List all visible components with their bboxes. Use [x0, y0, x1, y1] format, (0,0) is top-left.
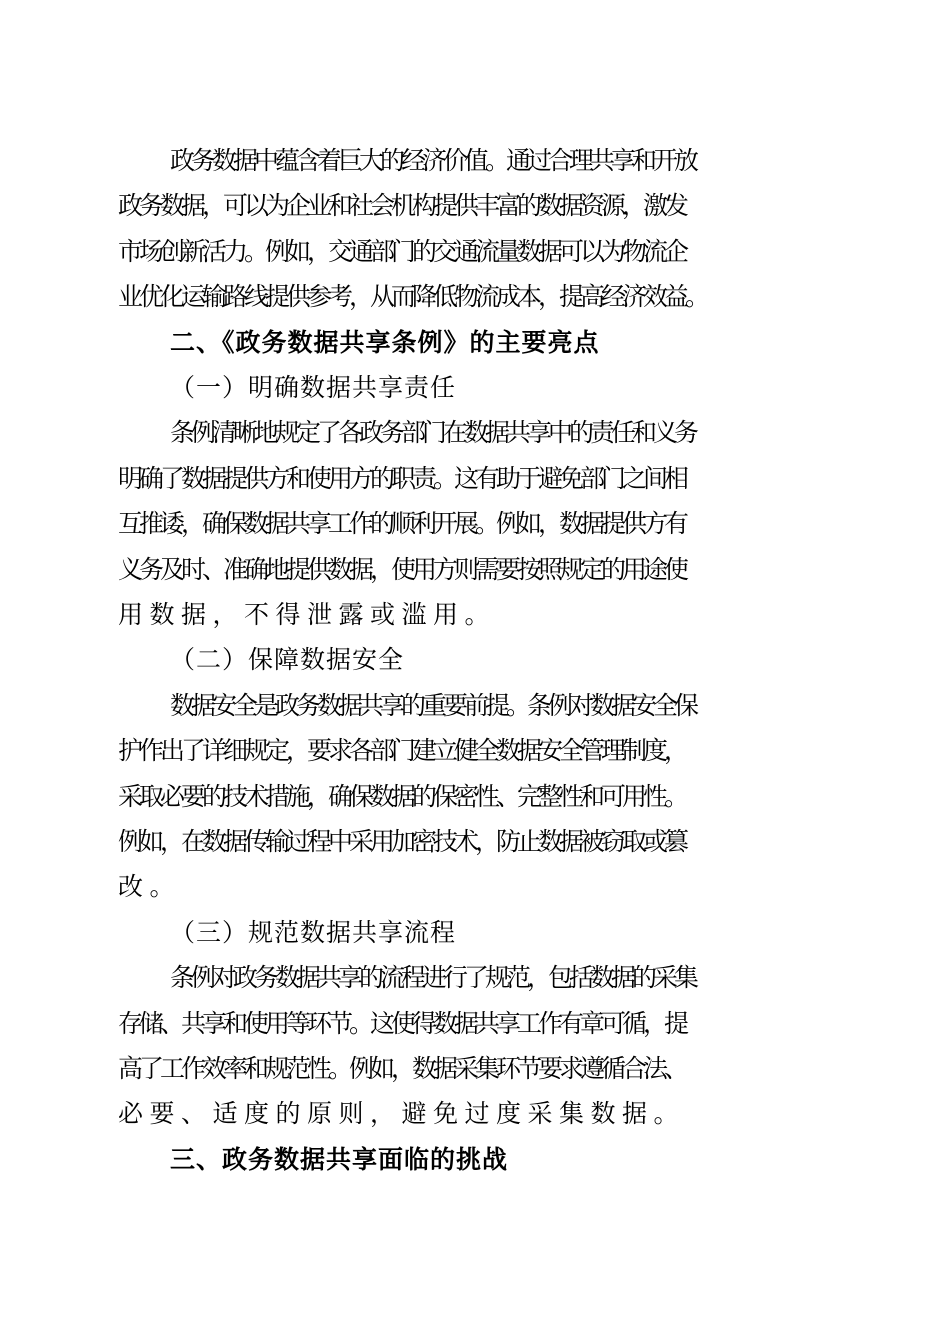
paragraph-line: 明确了数据提供方和使用方的职责。这有助于避免部门之间相	[118, 463, 686, 493]
paragraph-line: 护作出了详细规定，要求各部门建立健全数据安全管理制度，	[118, 736, 686, 766]
section-heading: 二、《政务数据共享条例》的主要亮点	[170, 327, 600, 357]
paragraph-line: 条例清晰地规定了各政务部门在数据共享中的责任和义务	[170, 418, 696, 448]
paragraph-line: 例如，在数据传输过程中采用加密技术，防止数据被窃取或篡	[118, 827, 686, 856]
paragraph-line: 市场创新活力。例如，交通部门的交通流量数据可以为物流企	[118, 236, 686, 266]
subsection-heading: （一）明确数据共享责任	[170, 373, 457, 402]
paragraph-line: 业优化运输路线提供参考，从而降低物流成本，提高经济效益。	[118, 282, 707, 312]
paragraph-line: 互推诿，确保数据共享工作的顺利开展。例如，数据提供方有	[118, 509, 686, 539]
paragraph-line: 高了工作效率和规范性。例如，数据采集环节要求遵循合法、	[118, 1054, 686, 1083]
subsection-heading: （三）规范数据共享流程	[170, 917, 457, 947]
paragraph-line: 用数据，不得泄露或滥用。	[118, 600, 497, 629]
paragraph-line: 数据安全是政务数据共享的重要前提。条例对数据安全保	[170, 690, 696, 720]
paragraph-line: 政务数据，可以为企业和社会机构提供丰富的数据资源，激发	[118, 191, 686, 221]
subsection-heading: （二）保障数据安全	[170, 645, 405, 675]
paragraph-line: 改。	[118, 872, 182, 902]
paragraph-line: 政务数据中蕴含着巨大的经济价值。通过合理共享和开放	[170, 146, 696, 175]
paragraph-line: 义务及时、准确地提供数据，使用方则需要按照规定的用途使	[118, 554, 686, 584]
paragraph-line: 采取必要的技术措施，确保数据的保密性、完整性和可用性。	[118, 781, 686, 811]
paragraph-line: 条例对政务数据共享的流程进行了规范，包括数据的采集	[170, 963, 696, 993]
paragraph-line: 存储、共享和使用等环节。这使得数据共享工作有章可循，提	[118, 1008, 686, 1038]
paragraph-line: 必要、适度的原则，避免过度采集数据。	[118, 1099, 686, 1129]
section-heading: 三、政务数据共享面临的挑战	[170, 1144, 509, 1174]
